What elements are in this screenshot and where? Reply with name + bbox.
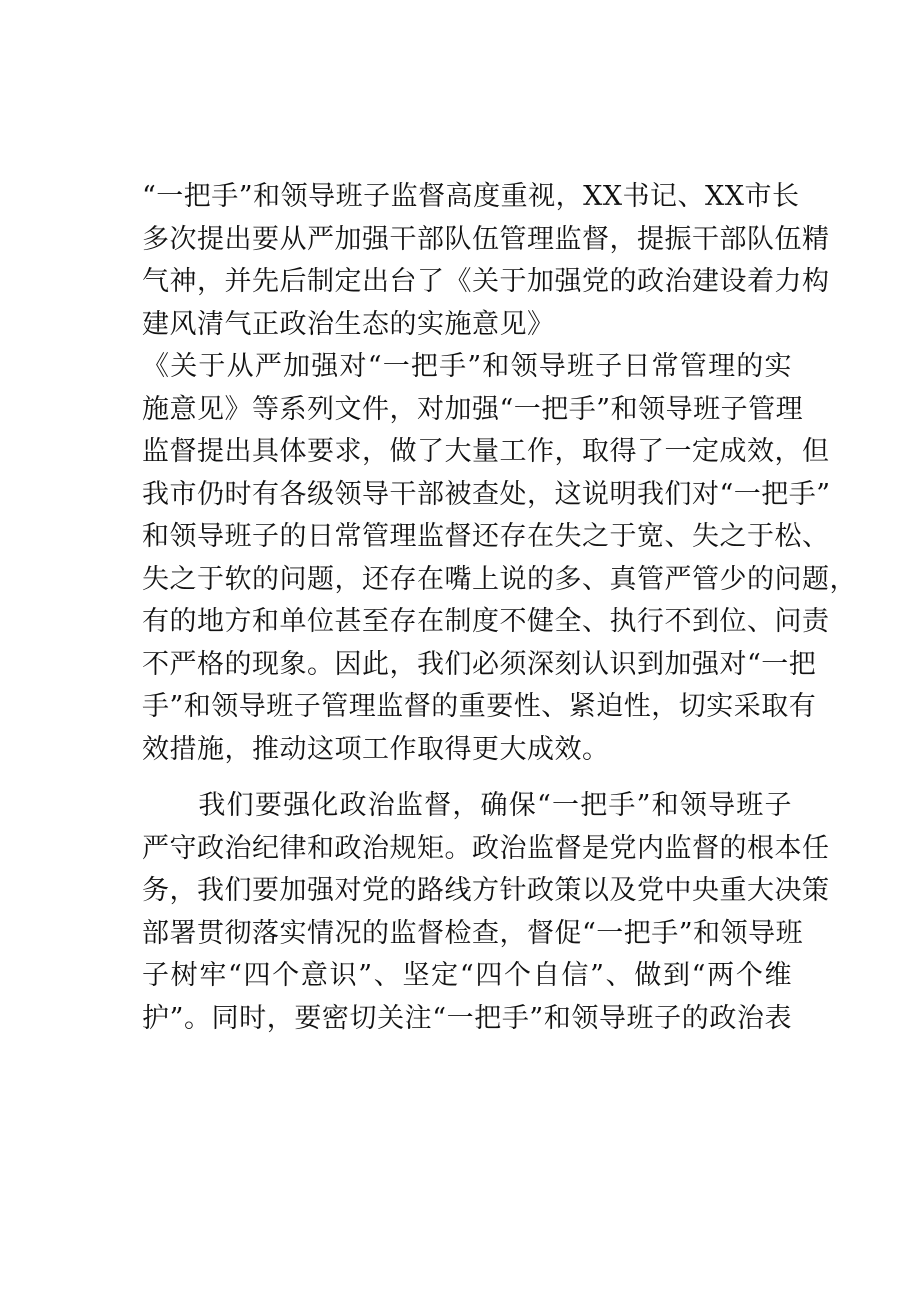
text-line: 部署贯彻落实情况的监督检查，督促“一把手”和领导班 (142, 917, 804, 949)
text-line: “一把手”和领导班子监督高度重视，XX书记、XX市长 (142, 181, 800, 212)
paragraph-spacing (142, 771, 792, 785)
paragraph-1 (142, 176, 830, 346)
text-line: 子树牢“四个意识”、坚定“四个自信”、做到“两个维 (142, 960, 792, 991)
text-line: 施意见》等系列文件，对加强“一把手”和领导班子管理 (142, 393, 804, 425)
text-line: 失之于软的问题，还存在嘴上说的多、真管严管少的问题， (142, 563, 857, 595)
paragraph-3 (142, 785, 830, 1040)
text-line: 护”。同时，要密切关注“一把手”和领导班子的政治表 (142, 1002, 792, 1034)
text-line: 监督提出具体要求，做了大量工作，取得了一定成效，但 (142, 436, 830, 467)
text-line: 《关于从严加强对“一把手”和领导班子日常管理的实 (142, 351, 792, 382)
text-line: 严守政治纪律和政治规矩。政治监督是党内监督的根本任 (142, 832, 830, 864)
body-text (142, 176, 857, 1040)
text-line: 效措施，推动这项工作取得更大成效。 (142, 733, 610, 765)
text-line: 我们要强化政治监督，确保“一把手”和领导班子 (142, 790, 792, 821)
paragraph-2 (142, 346, 857, 771)
text-line: 有的地方和单位甚至存在制度不健全、执行不到位、问责 (142, 606, 830, 637)
text-line: 我市仍时有各级领导干部被查处，这说明我们对“一把手” (142, 478, 831, 510)
text-line: 建风清气正政治生态的实施意见》 (142, 308, 555, 340)
text-line: 和领导班子的日常管理监督还存在失之于宽、失之于松、 (142, 521, 830, 552)
text-line: 气神，并先后制定出台了《关于加强党的政治建设着力构 (142, 266, 830, 297)
text-line: 不严格的现象。因此，我们必须深刻认识到加强对“一把 (142, 648, 817, 680)
text-line: 手”和领导班子管理监督的重要性、紧迫性，切实采取有 (142, 691, 817, 722)
text-line: 多次提出要从严加强干部队伍管理监督，提振干部队伍精 (142, 223, 830, 255)
text-line: 务，我们要加强对党的路线方针政策以及党中央重大决策 (142, 875, 830, 906)
